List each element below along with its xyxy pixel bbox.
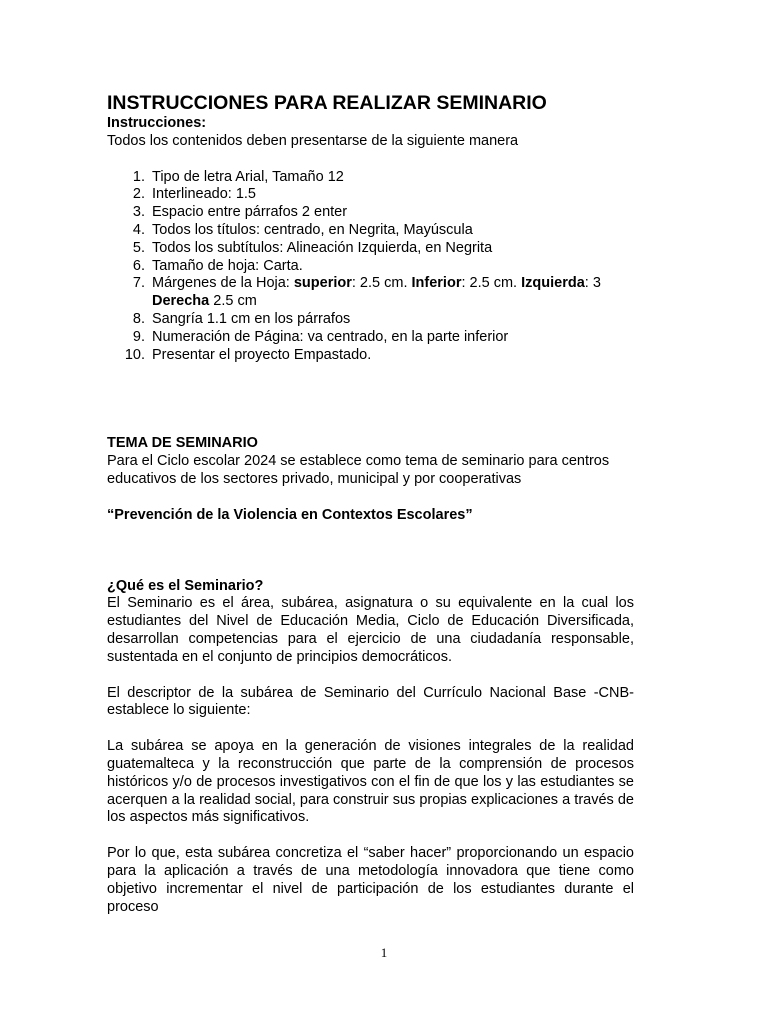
list-item <box>107 204 634 222</box>
instructions-intro: Todos los contenidos deben presentarse de la siguiente manera <box>107 132 519 149</box>
list-item <box>107 311 634 329</box>
list-item-text <box>152 275 601 309</box>
list-item <box>107 186 634 204</box>
tema-text: Para el Ciclo escolar 2024 se establece como tema de seminario para centros educativos de los sectores privado, municipal y por cooperativas <box>107 453 610 487</box>
margin-right-value: 2.5 cm <box>209 293 257 310</box>
document-title: INSTRUCCIONES PARA REALIZAR SEMINARIO <box>107 92 547 114</box>
list-item-text: Presentar el proyecto Empastado. <box>152 346 372 363</box>
list-number: 1. <box>132 168 145 185</box>
list-number: 5. <box>132 239 145 256</box>
que-es-heading: ¿Qué es el Seminario? <box>107 577 264 594</box>
page-number: 1 <box>380 945 388 960</box>
margins-label: Márgenes de la Hoja: <box>152 275 294 292</box>
list-item-text: Tipo de letra Arial, Tamaño 12 <box>152 168 344 185</box>
list-item-text: Tamaño de hoja: Carta. <box>152 257 303 274</box>
paragraph-descriptor: El descriptor de la subárea de Seminario del Currículo Nacional Base -CNB- establece lo siguiente: <box>107 684 634 719</box>
list-item <box>107 275 634 311</box>
list-item-text: Sangría 1.1 cm en los párrafos <box>152 310 351 327</box>
list-item <box>107 240 634 258</box>
paragraph-subarea: La subárea se apoya en la generación de visiones integrales de la realidad guatemalteca y la reconstrucción que parte de la comprensión de procesos históricos y/o de procesos investigativos con el fin de que los y las estudiantes se acerquen a la realidad social, para construir sus propias explicaciones a través de los aspectos más significativos. <box>107 738 634 826</box>
paragraph-saber-hacer: Por lo que, esta subárea concretiza el “saber hacer” proporcionando un espacio para la aplicación a través de una metodología innovadora que tiene como objetivo incrementar el nivel de participación de los estudiantes durante el proceso <box>107 845 634 915</box>
list-item <box>107 169 634 187</box>
margin-top-value: : 2.5 cm. <box>351 275 412 292</box>
margin-bottom-value: : 2.5 cm. <box>461 275 522 292</box>
list-item <box>107 329 634 347</box>
list-item-text: Interlineado: 1.5 <box>152 186 256 203</box>
list-number: 9. <box>132 328 145 345</box>
margin-left-label: Izquierda <box>521 275 585 292</box>
document-page <box>107 91 634 916</box>
list-number: 8. <box>132 310 145 327</box>
list-number: 10. <box>124 346 145 363</box>
instructions-heading: Instrucciones: <box>107 115 207 131</box>
list-item-text: Todos los subtítulos: Alineación Izquierda, en Negrita <box>152 239 493 256</box>
margin-bottom-label: Inferior <box>411 275 462 292</box>
list-number: 6. <box>132 257 145 274</box>
list-number: 2. <box>132 186 145 203</box>
tema-heading: TEMA DE SEMINARIO <box>107 435 258 452</box>
paragraph-definition: El Seminario es el área, subárea, asignatura o su equivalente en la cual los estudiantes del Nivel de Educación Media, Ciclo de Educación Diversificada, desarrollan competencias para el ejercicio de una ciudadanía responsable, sustentada en el conjunto de principios democráticos. <box>107 595 634 665</box>
list-item <box>107 222 634 240</box>
list-item <box>107 258 634 276</box>
seminar-topic-quote: “Prevención de la Violencia en Contextos Escolares” <box>107 506 473 523</box>
list-item-text: Espacio entre párrafos 2 enter <box>152 204 348 221</box>
list-item-text: Numeración de Página: va centrado, en la parte inferior <box>152 328 509 345</box>
list-number: 7. <box>132 275 145 292</box>
margin-right-label: Derecha <box>152 293 210 310</box>
list-number: 3. <box>132 204 145 221</box>
list-number: 4. <box>132 221 145 238</box>
margin-left-value: : 3 <box>584 275 601 292</box>
list-item-text: Todos los títulos: centrado, en Negrita, Mayúscula <box>152 221 473 238</box>
list-item <box>107 347 634 365</box>
margin-top-label: superior <box>293 275 352 292</box>
instructions-list <box>107 169 634 365</box>
